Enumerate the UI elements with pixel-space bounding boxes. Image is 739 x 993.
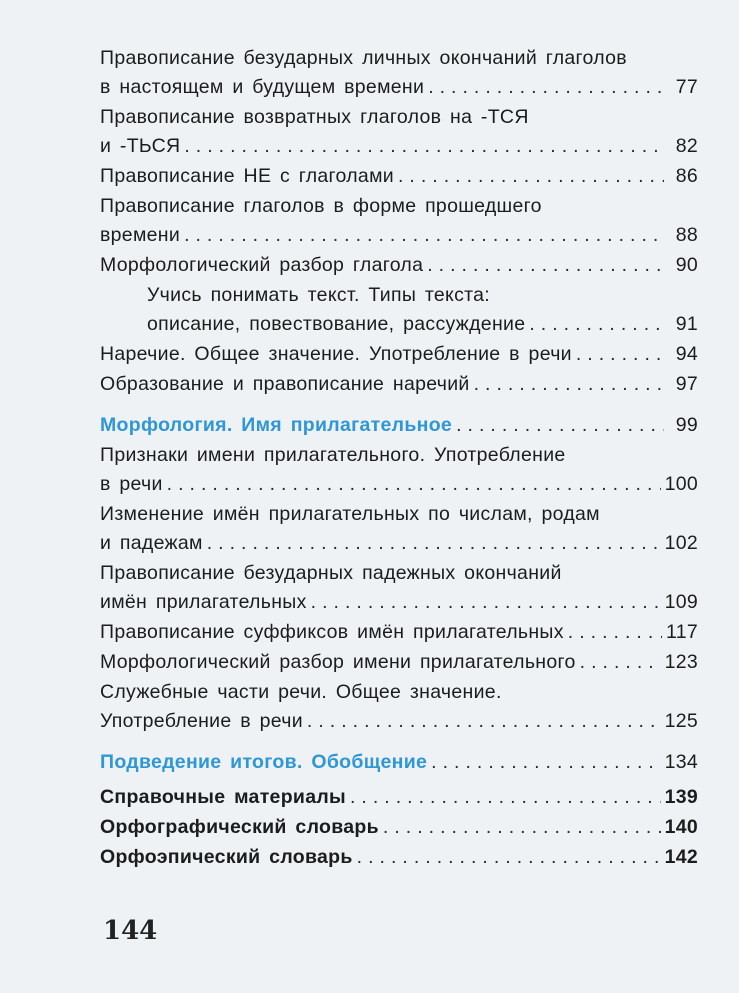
- toc-entry-appendix[interactable]: [100, 813, 698, 842]
- toc-entry-title: Образование и правописание наречий: [100, 373, 470, 395]
- dot-leader: [383, 813, 661, 842]
- toc-entry-appendix[interactable]: [100, 783, 698, 812]
- toc-entry[interactable]: [100, 618, 698, 647]
- dot-leader: [307, 707, 661, 736]
- toc-entry[interactable]: [100, 441, 698, 499]
- toc-entry[interactable]: [100, 44, 698, 102]
- toc-entry-title: в речи: [100, 473, 163, 495]
- toc-page-number: 125: [664, 710, 698, 732]
- toc-page-number: 82: [675, 135, 698, 157]
- section-heading-title: Подведение итогов. Обобщение: [100, 751, 428, 773]
- dot-leader: [350, 783, 661, 812]
- toc-entry-title-line: Признаки имени прилагательного. Употребление: [100, 444, 566, 466]
- toc-entry[interactable]: [100, 340, 698, 369]
- toc-entry[interactable]: [100, 251, 698, 280]
- toc-entry-title: Правописание НЕ с глаголами: [100, 165, 394, 187]
- dot-leader: [428, 73, 664, 102]
- dot-leader: [529, 310, 664, 339]
- toc-entry[interactable]: [100, 648, 698, 677]
- toc-page-number: 134: [664, 751, 698, 773]
- toc-entry[interactable]: [100, 103, 698, 161]
- toc-entry-title: Наречие. Общее значение. Употребление в речи: [100, 343, 572, 365]
- toc-page-number: 102: [664, 532, 698, 554]
- dot-leader: [167, 470, 661, 499]
- toc-entry-title-line: Правописание безударных падежных окончаний: [100, 562, 562, 584]
- dot-leader: [311, 588, 661, 617]
- toc-section-heading[interactable]: [100, 748, 698, 777]
- toc-entry[interactable]: [100, 500, 698, 558]
- toc-page-number: 100: [664, 473, 698, 495]
- toc-page-number: 86: [675, 165, 698, 187]
- toc-entry-title: Правописание суффиксов имён прилагательных: [100, 621, 564, 643]
- toc-entry-title-line: Изменение имён прилагательных по числам, родам: [100, 503, 600, 525]
- dot-leader: [431, 748, 660, 777]
- toc-section-heading[interactable]: [100, 411, 698, 440]
- section-heading-title: Морфология. Имя прилагательное: [100, 414, 453, 436]
- toc-page-number: 117: [666, 621, 698, 643]
- toc-page-number: 140: [664, 816, 698, 838]
- toc-page-number: 109: [664, 591, 698, 613]
- dot-leader: [184, 132, 664, 161]
- dot-leader: [568, 618, 662, 647]
- toc-entry-title: Употребление в речи: [100, 710, 303, 732]
- toc-entry-title-line: Служебные части речи. Общее значение.: [100, 681, 502, 703]
- toc-page-number: 94: [675, 343, 698, 365]
- toc-entry-title: Орфографический словарь: [100, 816, 379, 838]
- toc-entry-title: Орфоэпический словарь: [100, 846, 353, 868]
- toc-page-number: 142: [664, 846, 698, 868]
- toc-entry[interactable]: [100, 370, 698, 399]
- toc-entry-title-line: Учись понимать текст. Типы текста:: [147, 284, 490, 306]
- dot-leader: [474, 370, 664, 399]
- toc-entry-title: времени: [100, 224, 181, 246]
- toc-entry[interactable]: [100, 192, 698, 250]
- toc-entry-title-line: Правописание глаголов в форме прошедшего: [100, 195, 542, 217]
- dot-leader: [580, 648, 661, 677]
- dot-leader: [398, 162, 664, 191]
- toc-entry-title-line: Правописание безударных личных окончаний глаголов: [100, 47, 627, 69]
- toc-entry-title: Морфологический разбор имени прилагательного: [100, 651, 576, 673]
- dot-leader: [456, 411, 664, 440]
- toc-entry[interactable]: [100, 162, 698, 191]
- toc-entry-appendix[interactable]: [100, 843, 698, 872]
- toc-entry-title: в настоящем и будущем времени: [100, 76, 425, 98]
- toc-entry[interactable]: [100, 678, 698, 736]
- toc-entry-title: Справочные материалы: [100, 786, 346, 808]
- toc-entry-title: и падежам: [100, 532, 203, 554]
- toc-entry-title: описание, повествование, рассуждение: [147, 313, 526, 335]
- dot-leader: [207, 529, 661, 558]
- toc-page-number: 139: [664, 786, 698, 808]
- dot-leader: [427, 251, 664, 280]
- dot-leader: [576, 340, 664, 369]
- toc-page-number: 91: [675, 313, 698, 335]
- toc-page-number: 97: [675, 373, 698, 395]
- toc-page-number: 123: [664, 651, 698, 673]
- dot-leader: [357, 843, 661, 872]
- toc-entry-title: и -ТЬСЯ: [100, 135, 181, 157]
- dot-leader: [184, 221, 664, 250]
- toc-entry-title: имён прилагательных: [100, 591, 307, 613]
- table-of-contents: [100, 44, 698, 873]
- toc-page-number: 90: [675, 254, 698, 276]
- page-number: 144: [103, 916, 158, 946]
- toc-entry[interactable]: [100, 559, 698, 617]
- toc-entry-title: Морфологический разбор глагола: [100, 254, 424, 276]
- toc-page-number: 77: [675, 76, 698, 98]
- toc-entry-title-line: Правописание возвратных глаголов на -ТСЯ: [100, 106, 529, 128]
- toc-entry-subsection[interactable]: [100, 281, 698, 339]
- toc-page-number: 88: [675, 224, 698, 246]
- toc-page-number: 99: [675, 414, 698, 436]
